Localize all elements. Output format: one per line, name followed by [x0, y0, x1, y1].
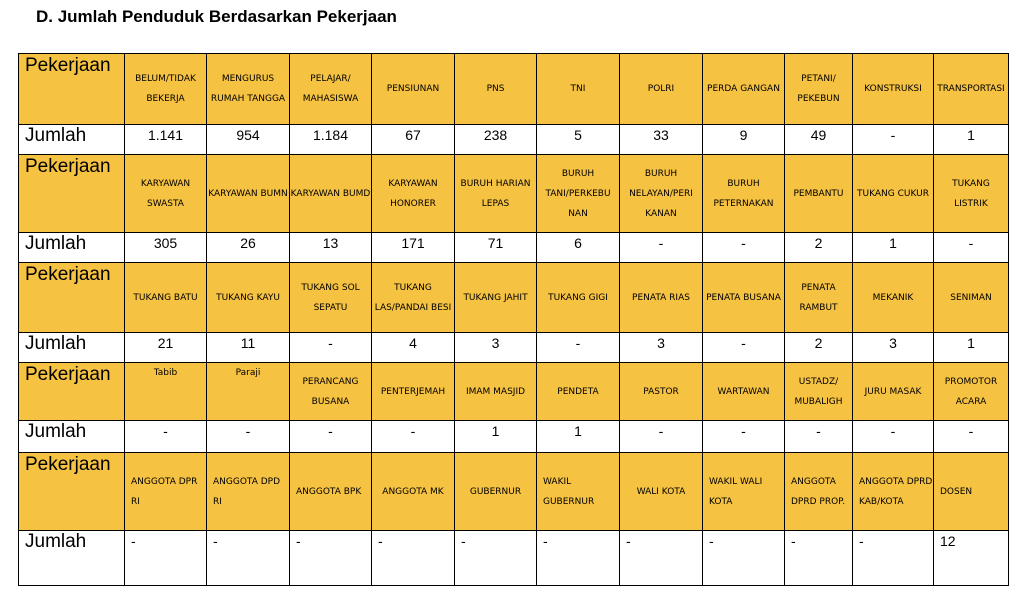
count-cell: - [207, 421, 290, 453]
job-cell: BELUM/TIDAK BEKERJA [125, 54, 207, 125]
job-cell: TUKANG SOL SEPATU [290, 263, 372, 333]
jumlah-row [19, 421, 1009, 453]
count-cell: 2 [785, 333, 853, 363]
occupation-table [18, 53, 1009, 586]
job-cell: ANGGOTA DPRD PROP. [785, 453, 853, 531]
count-cell: - [537, 531, 620, 586]
job-cell: Paraji [207, 363, 290, 421]
job-cell: PENATA BUSANA [703, 263, 785, 333]
job-cell: KARYAWAN HONORER [372, 155, 455, 233]
count-cell: 1 [537, 421, 620, 453]
count-cell: 3 [853, 333, 934, 363]
job-cell: DOSEN [934, 453, 1009, 531]
count-cell: 1 [934, 125, 1009, 155]
row-label-jumlah: Jumlah [19, 233, 125, 263]
job-cell: BURUH NELAYAN/PERI KANAN [620, 155, 703, 233]
job-cell: PENDETA [537, 363, 620, 421]
row-label-jumlah: Jumlah [19, 333, 125, 363]
pekerjaan-row [19, 363, 1009, 421]
job-cell: SENIMAN [934, 263, 1009, 333]
count-cell: 49 [785, 125, 853, 155]
job-cell: WALI KOTA [620, 453, 703, 531]
count-cell: 2 [785, 233, 853, 263]
count-cell: - [620, 233, 703, 263]
count-cell: 12 [934, 531, 1009, 586]
count-cell: 11 [207, 333, 290, 363]
count-cell: 5 [537, 125, 620, 155]
count-cell: - [620, 421, 703, 453]
job-cell: PENTERJEMAH [372, 363, 455, 421]
job-cell: WAKIL WALI KOTA [703, 453, 785, 531]
jumlah-row [19, 125, 1009, 155]
job-cell: BURUH HARIAN LEPAS [455, 155, 537, 233]
row-label-pekerjaan: Pekerjaan [19, 155, 125, 233]
row-label-pekerjaan: Pekerjaan [19, 263, 125, 333]
count-cell: - [703, 333, 785, 363]
count-cell: 1.184 [290, 125, 372, 155]
job-cell: ANGGOTA DPD RI [207, 453, 290, 531]
count-cell: - [125, 531, 207, 586]
count-cell: - [290, 333, 372, 363]
count-cell: - [934, 233, 1009, 263]
count-cell: - [125, 421, 207, 453]
count-cell: - [372, 531, 455, 586]
row-label-pekerjaan: Pekerjaan [19, 453, 125, 531]
job-cell: GUBERNUR [455, 453, 537, 531]
job-cell: KONSTRUKSI [853, 54, 934, 125]
job-cell: PENATA RAMBUT [785, 263, 853, 333]
count-cell: 1 [934, 333, 1009, 363]
job-cell: TUKANG BATU [125, 263, 207, 333]
count-cell: - [785, 531, 853, 586]
count-cell: 67 [372, 125, 455, 155]
job-cell: PEMBANTU [785, 155, 853, 233]
job-cell: WARTAWAN [703, 363, 785, 421]
count-cell: - [703, 233, 785, 263]
count-cell: 3 [455, 333, 537, 363]
pekerjaan-row [19, 263, 1009, 333]
row-label-pekerjaan: Pekerjaan [19, 363, 125, 421]
job-cell: ANGGOTA MK [372, 453, 455, 531]
jumlah-row [19, 333, 1009, 363]
job-cell: TUKANG CUKUR [853, 155, 934, 233]
job-cell: KARYAWAN BUMN [207, 155, 290, 233]
count-cell: - [620, 531, 703, 586]
job-cell: PERANCANG BUSANA [290, 363, 372, 421]
job-cell: TUKANG LISTRIK [934, 155, 1009, 233]
count-cell: - [537, 333, 620, 363]
count-cell: - [372, 421, 455, 453]
count-cell: 33 [620, 125, 703, 155]
pekerjaan-row [19, 155, 1009, 233]
count-cell: - [290, 531, 372, 586]
job-cell: PELAJAR/ MAHASISWA [290, 54, 372, 125]
job-cell: TUKANG GIGI [537, 263, 620, 333]
job-cell: PNS [455, 54, 537, 125]
count-cell: 305 [125, 233, 207, 263]
count-cell: - [853, 531, 934, 586]
job-cell: ANGGOTA DPRD KAB/KOTA [853, 453, 934, 531]
job-cell: POLRI [620, 54, 703, 125]
count-cell: - [290, 421, 372, 453]
jumlah-row [19, 531, 1009, 586]
count-cell: 1 [455, 421, 537, 453]
count-cell: - [934, 421, 1009, 453]
job-cell: PENSIUNAN [372, 54, 455, 125]
row-label-pekerjaan: Pekerjaan [19, 54, 125, 125]
job-cell: TUKANG JAHIT [455, 263, 537, 333]
job-cell: PASTOR [620, 363, 703, 421]
count-cell: - [207, 531, 290, 586]
pekerjaan-row [19, 453, 1009, 531]
count-cell: 4 [372, 333, 455, 363]
count-cell: - [853, 125, 934, 155]
job-cell: MENGURUS RUMAH TANGGA [207, 54, 290, 125]
job-cell: MEKANIK [853, 263, 934, 333]
job-cell: TUKANG LAS/PANDAI BESI [372, 263, 455, 333]
count-cell: 13 [290, 233, 372, 263]
job-cell: PETANI/ PEKEBUN [785, 54, 853, 125]
job-cell: TRANSPORTASI [934, 54, 1009, 125]
count-cell: 3 [620, 333, 703, 363]
job-cell: BURUH TANI/PERKEBU NAN [537, 155, 620, 233]
count-cell: 171 [372, 233, 455, 263]
count-cell: 21 [125, 333, 207, 363]
job-cell: PERDA GANGAN [703, 54, 785, 125]
row-label-jumlah: Jumlah [19, 421, 125, 453]
job-cell: PENATA RIAS [620, 263, 703, 333]
count-cell: 954 [207, 125, 290, 155]
job-cell: Tabib [125, 363, 207, 421]
pekerjaan-row [19, 54, 1009, 125]
count-cell: - [785, 421, 853, 453]
job-cell: ANGGOTA DPR RI [125, 453, 207, 531]
count-cell: 9 [703, 125, 785, 155]
count-cell: 26 [207, 233, 290, 263]
job-cell: KARYAWAN SWASTA [125, 155, 207, 233]
page-title: D. Jumlah Penduduk Berdasarkan Pekerjaan [36, 7, 397, 26]
job-cell: PROMOTOR ACARA [934, 363, 1009, 421]
job-cell: JURU MASAK [853, 363, 934, 421]
job-cell: ANGGOTA BPK [290, 453, 372, 531]
job-cell: KARYAWAN BUMD [290, 155, 372, 233]
count-cell: 71 [455, 233, 537, 263]
job-cell: USTADZ/ MUBALIGH [785, 363, 853, 421]
count-cell: - [853, 421, 934, 453]
row-label-jumlah: Jumlah [19, 531, 125, 586]
jumlah-row [19, 233, 1009, 263]
count-cell: - [703, 421, 785, 453]
count-cell: - [455, 531, 537, 586]
job-cell: TUKANG KAYU [207, 263, 290, 333]
table-body [19, 54, 1009, 586]
job-cell: WAKIL GUBERNUR [537, 453, 620, 531]
count-cell: 6 [537, 233, 620, 263]
count-cell: - [703, 531, 785, 586]
job-cell: IMAM MASJID [455, 363, 537, 421]
row-label-jumlah: Jumlah [19, 125, 125, 155]
count-cell: 238 [455, 125, 537, 155]
job-cell: TNI [537, 54, 620, 125]
count-cell: 1.141 [125, 125, 207, 155]
job-cell: BURUH PETERNAKAN [703, 155, 785, 233]
count-cell: 1 [853, 233, 934, 263]
